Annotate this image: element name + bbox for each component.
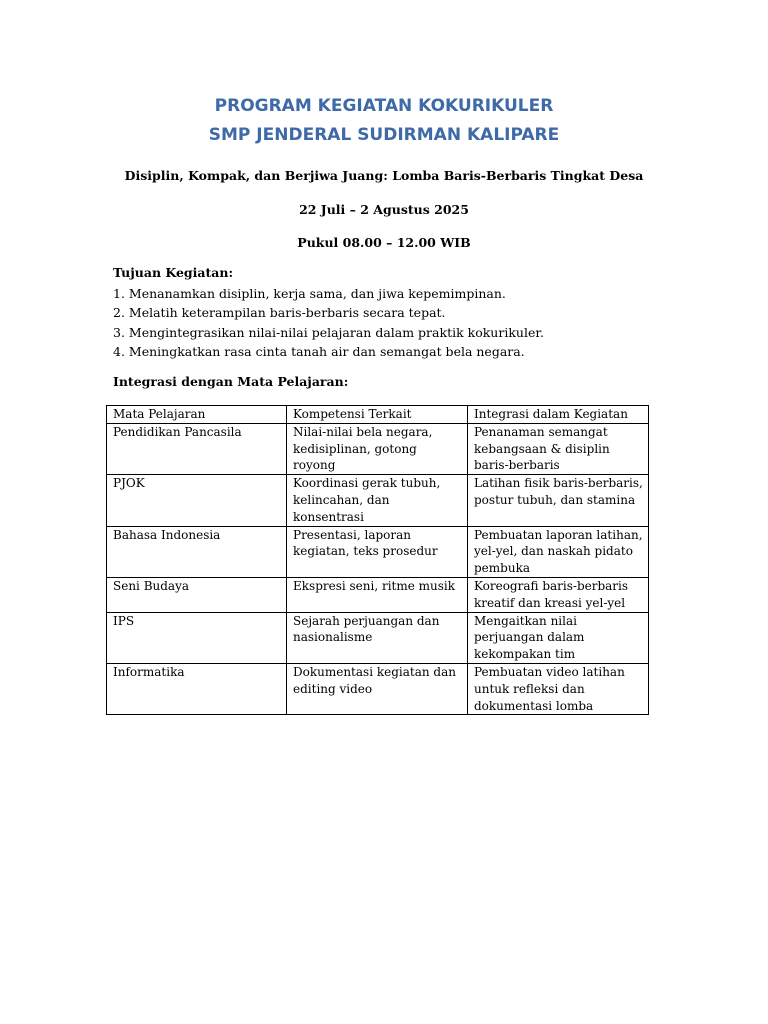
table-cell: Mengaitkan nilai perjuangan dalam kekompakan tim — [468, 612, 649, 663]
table-cell: Presentasi, laporan kegiatan, teks prosedur — [287, 526, 468, 577]
table-row — [107, 612, 649, 663]
integration-heading: Integrasi dengan Mata Pelajaran: — [113, 374, 349, 389]
column-header: Mata Pelajaran — [107, 406, 287, 424]
objective-item: 4. Meningkatkan rasa cinta tanah air dan semangat bela negara. — [113, 343, 525, 359]
table-row — [107, 577, 649, 612]
table-row — [107, 423, 649, 474]
table-cell: Dokumentasi kegiatan dan editing video — [287, 663, 468, 714]
table-cell: IPS — [107, 612, 287, 663]
column-header: Integrasi dalam Kegiatan — [468, 406, 649, 424]
event-time: Pukul 08.00 – 12.00 WIB — [297, 235, 471, 250]
table-cell: Koordinasi gerak tubuh, kelincahan, dan konsentrasi — [287, 475, 468, 526]
table-cell: Latihan fisik baris-berbaris, postur tubuh, dan stamina — [468, 475, 649, 526]
table-header-row — [107, 406, 649, 424]
objectives-heading: Tujuan Kegiatan: — [113, 265, 234, 280]
table-row — [107, 526, 649, 577]
objective-item: 2. Melatih keterampilan baris-berbaris secara tepat. — [113, 305, 446, 321]
table-cell: Sejarah perjuangan dan nasionalisme — [287, 612, 468, 663]
table-cell: Pendidikan Pancasila — [107, 423, 287, 474]
table-row — [107, 663, 649, 714]
table-cell: Penanaman semangat kebangsaan & disiplin baris-berbaris — [468, 423, 649, 474]
column-header: Kompetensi Terkait — [287, 406, 468, 424]
table-cell: PJOK — [107, 475, 287, 526]
objective-item: 1. Menanamkan disiplin, kerja sama, dan jiwa kepemimpinan. — [113, 286, 506, 301]
table-cell: Bahasa Indonesia — [107, 526, 287, 577]
table-cell: Pembuatan laporan latihan, yel-yel, dan naskah pidato pembuka — [468, 526, 649, 577]
objective-item: 3. Mengintegrasikan nilai-nilai pelajaran dalam praktik kokurikuler. — [113, 324, 544, 340]
table-row — [107, 475, 649, 526]
table-cell: Pembuatan video latihan untuk refleksi dan dokumentasi lomba — [468, 663, 649, 714]
integration-table — [106, 405, 649, 715]
event-theme: Disiplin, Kompak, dan Berjiwa Juang: Lomba Baris-Berbaris Tingkat Desa — [124, 168, 644, 183]
table-cell: Seni Budaya — [107, 577, 287, 612]
event-date: 22 Juli – 2 Agustus 2025 — [299, 202, 469, 217]
document-title-line1: PROGRAM KEGIATAN KOKURIKULER — [214, 96, 554, 116]
table-cell: Informatika — [107, 663, 287, 714]
table-cell: Koreografi baris-berbaris kreatif dan kreasi yel-yel — [468, 577, 649, 612]
table-cell: Ekspresi seni, ritme musik — [287, 577, 468, 612]
table-cell: Nilai-nilai bela negara, kedisiplinan, gotong royong — [287, 423, 468, 474]
objectives-list — [113, 284, 544, 361]
document-title-line2: SMP JENDERAL SUDIRMAN KALIPARE — [208, 125, 560, 145]
